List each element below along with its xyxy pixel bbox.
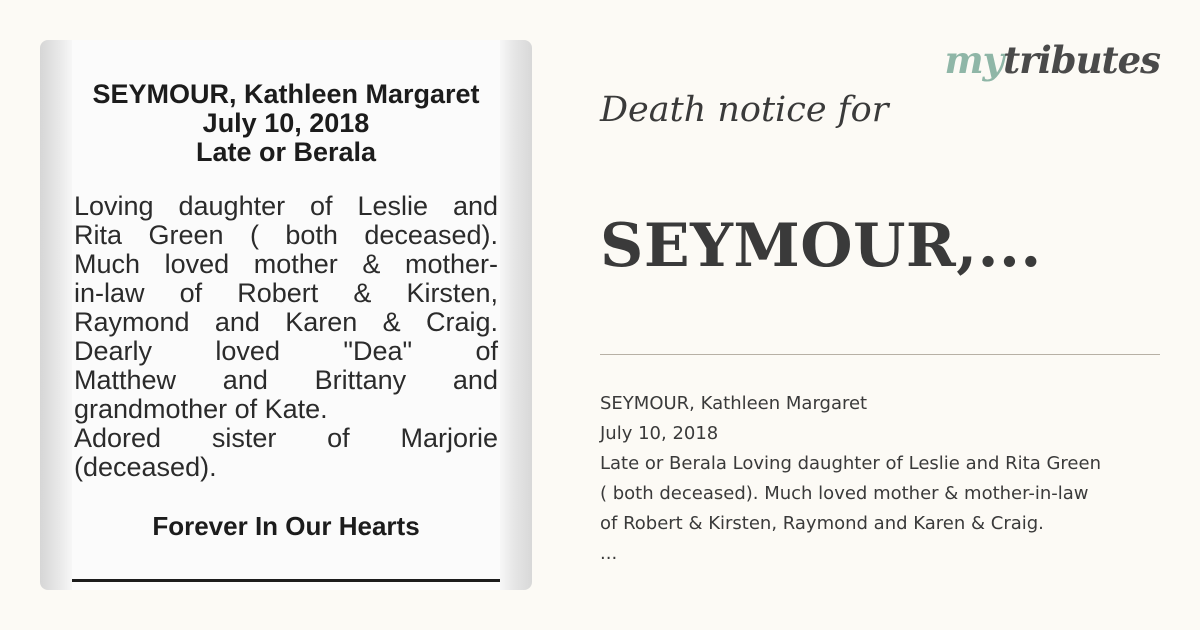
notice-body-word: Robert <box>237 278 319 308</box>
notice-excerpt <box>600 389 1160 569</box>
notice-body-word: & <box>353 278 372 308</box>
notice-body-word: daughter <box>178 191 286 221</box>
notice-body-word: & <box>382 307 401 337</box>
mytributes-logo[interactable] <box>930 38 1160 82</box>
notice-body-line <box>74 424 498 453</box>
notice-body-word: mother- <box>404 249 498 279</box>
excerpt-line: ( both deceased). Much loved mother & mother-in-law <box>600 483 1089 504</box>
notice-body-line <box>74 221 498 250</box>
logo-tributes: tributes <box>1003 38 1160 82</box>
excerpt-line: Late or Berala Loving daughter of Leslie and Rita Green <box>600 453 1101 474</box>
page-title: SEYMOUR,... <box>600 211 1042 281</box>
notice-body-word: both <box>285 220 338 250</box>
notice-body-word: Much <box>74 249 141 279</box>
notice-body-word: and <box>222 365 268 395</box>
divider <box>600 354 1160 355</box>
notice-body-word: loved <box>164 249 230 279</box>
notice-heading-date: July 10, 2018 <box>202 108 370 138</box>
notice-body-word: Loving <box>74 191 154 221</box>
notice-body-line <box>74 192 498 221</box>
excerpt-line: SEYMOUR, Kathleen Margaret <box>600 393 868 414</box>
notice-body-line <box>74 279 498 308</box>
notice-body-word: Kirsten, <box>406 278 498 308</box>
notice-body-word: Leslie <box>357 191 429 221</box>
notice-body-word: Matthew <box>74 365 177 395</box>
notice-body-word: Karen <box>285 307 358 337</box>
notice-body-word: sister <box>211 423 277 453</box>
death-notice-image <box>40 40 532 590</box>
notice-body-word: ( <box>249 220 259 250</box>
notice-body-word: Dearly <box>74 336 153 366</box>
notice-body-word: Brittany <box>314 365 407 395</box>
excerpt-line: of Robert & Kirsten, Raymond and Karen & Craig. <box>600 513 1044 534</box>
notice-paper <box>72 40 500 590</box>
notice-body-word: of <box>475 336 498 366</box>
notice-body-word: Rita <box>74 220 123 250</box>
excerpt-line: ... <box>600 543 618 564</box>
notice-body-word: Craig. <box>425 307 498 337</box>
notice-body-word: of <box>327 423 350 453</box>
notice-body-word: of <box>179 278 203 308</box>
notice-body-word: & <box>362 249 381 279</box>
notice-heading-name: SEYMOUR, Kathleen Margaret <box>92 79 480 109</box>
notice-body-word: Raymond <box>74 307 190 337</box>
notice-body-word: Green <box>148 220 224 250</box>
notice-body-line <box>74 366 498 395</box>
notice-body-word: mother <box>253 249 338 279</box>
notice-body-word: loved <box>215 336 280 366</box>
logo-my: my <box>944 38 1004 82</box>
notice-heading-place: Late or Berala <box>195 137 377 167</box>
notice-body-line: grandmother of Kate. <box>74 394 328 424</box>
notice-body-text <box>74 192 498 482</box>
notice-body-word: of <box>310 191 333 221</box>
notice-body-word: Adored <box>74 423 162 453</box>
notice-footer: Forever In Our Hearts <box>152 511 420 541</box>
notice-body-word: deceased). <box>364 220 498 250</box>
notice-body-line: (deceased). <box>74 452 217 482</box>
excerpt-line: July 10, 2018 <box>600 423 719 444</box>
notice-body-word: and <box>452 191 498 221</box>
notice-body-line <box>74 250 498 279</box>
notice-body-word: and <box>452 365 498 395</box>
notice-body-word: Marjorie <box>400 423 498 453</box>
notice-body-line <box>74 337 498 366</box>
notice-bottom-rule <box>72 579 500 582</box>
notice-body-word: in-law <box>74 278 145 308</box>
page-subtitle: Death notice for <box>600 90 889 130</box>
notice-body-line <box>74 308 498 337</box>
notice-body-word: "Dea" <box>343 336 413 366</box>
notice-body-word: and <box>214 307 260 337</box>
